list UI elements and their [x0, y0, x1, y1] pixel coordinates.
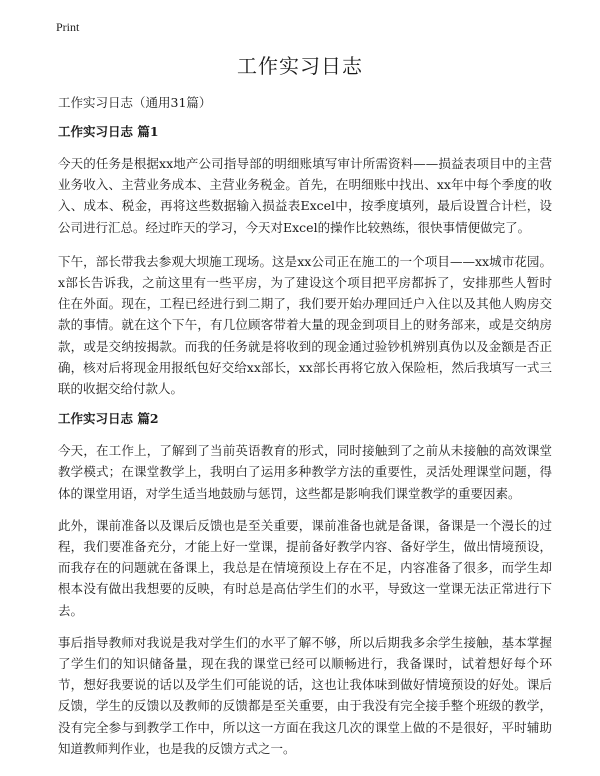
- document-body: [58, 94, 552, 770]
- paragraph: 事后指导教师对我说是我对学生们的水平了解不够，所以后期我多余学生接触，基本掌握了学生们的知识储备量，现在我的课堂已经可以顺畅进行，我备课时，试着想好每个环节，想好我要说的话以及学生们可能说的话，这也让我体味到做好情境预设的好处。课后反馈，学生的反馈以及教师的反馈都是至关重要，由于我没有完全接手整个班级的教学，没有完全参与到教学工作中，所以这一方面在我这几次的课堂上做的不是很好，平时辅助知道教师判作业，也是我的反馈方式之一。: [58, 634, 552, 756]
- paragraph: 下午，部长带我去参观大坝施工现场。这是xx公司正在施工的一个项目——xx城市花园。x部长告诉我，之前这里有一些平房，为了建设这个项目把平房都拆了，安排那些人暂时住在外面。现在，工程已经进行到二期了，我们要开始办理回迁户入住以及其他人购房交款的事情。就在这个下午，有几位顾客带着大量的现金到项目上的财务部来，或是交纳房款，或是交纳按揭款。而我的任务就是将收到的现金通过验钞机辨别真伪以及金额是否正确，核对后将现金用报纸包好交给xx部长，xx部长再将它放入保险柜，然后我填写一式三联的收据交给付款人。: [58, 253, 552, 397]
- section-heading: 工作实习日志 篇1: [58, 124, 159, 139]
- print-link[interactable]: Print: [56, 20, 80, 34]
- document-subtitle: 工作实习日志（通用31篇）: [58, 95, 212, 110]
- paragraph: 此外，课前准备以及课后反馈也是至关重要，课前准备也就是备课，备课是一个漫长的过程，我们要准备充分，才能上好一堂课，提前备好教学内容、备好学生，做出情境预设，而我存在的问题就在备课上，我总是在情境预设上存在不足，内容准备了很多，而学生却根本没有做出我想要的反映，有时总是高估学生们的水平，导致这一堂课无法正常进行下去。: [58, 517, 552, 618]
- paragraph: 今天，在工作上，了解到了当前英语教育的形式，同时接触到了之前从未接触的高效课堂教学模式；在课堂教学上，我明白了运用多种教学方法的重要性，灵活处理课堂问题，得体的课堂用语，对学生适当地鼓励与惩罚，这些都是影响我们课堂教学的重要因素。: [58, 443, 552, 501]
- section-2: [58, 410, 552, 759]
- document-title: 工作实习日志: [237, 54, 363, 78]
- paragraph: 今天的任务是根据xx地产公司指导部的明细账填写审计所需资料——损益表项目中的主营业务收入、主营业务成本、主营业务税金。首先，在明细账中找出、xx年中每个季度的收入、成本、税金，再将这些数据输入损益表Excel中，按季度填列，最后设置合计栏，设公司进行汇总。经过昨天的学习，今天对Excel的操作比较熟练，很快事情便做完了。: [58, 156, 552, 235]
- section-1: [58, 123, 552, 399]
- section-heading: 工作实习日志 篇2: [58, 411, 159, 427]
